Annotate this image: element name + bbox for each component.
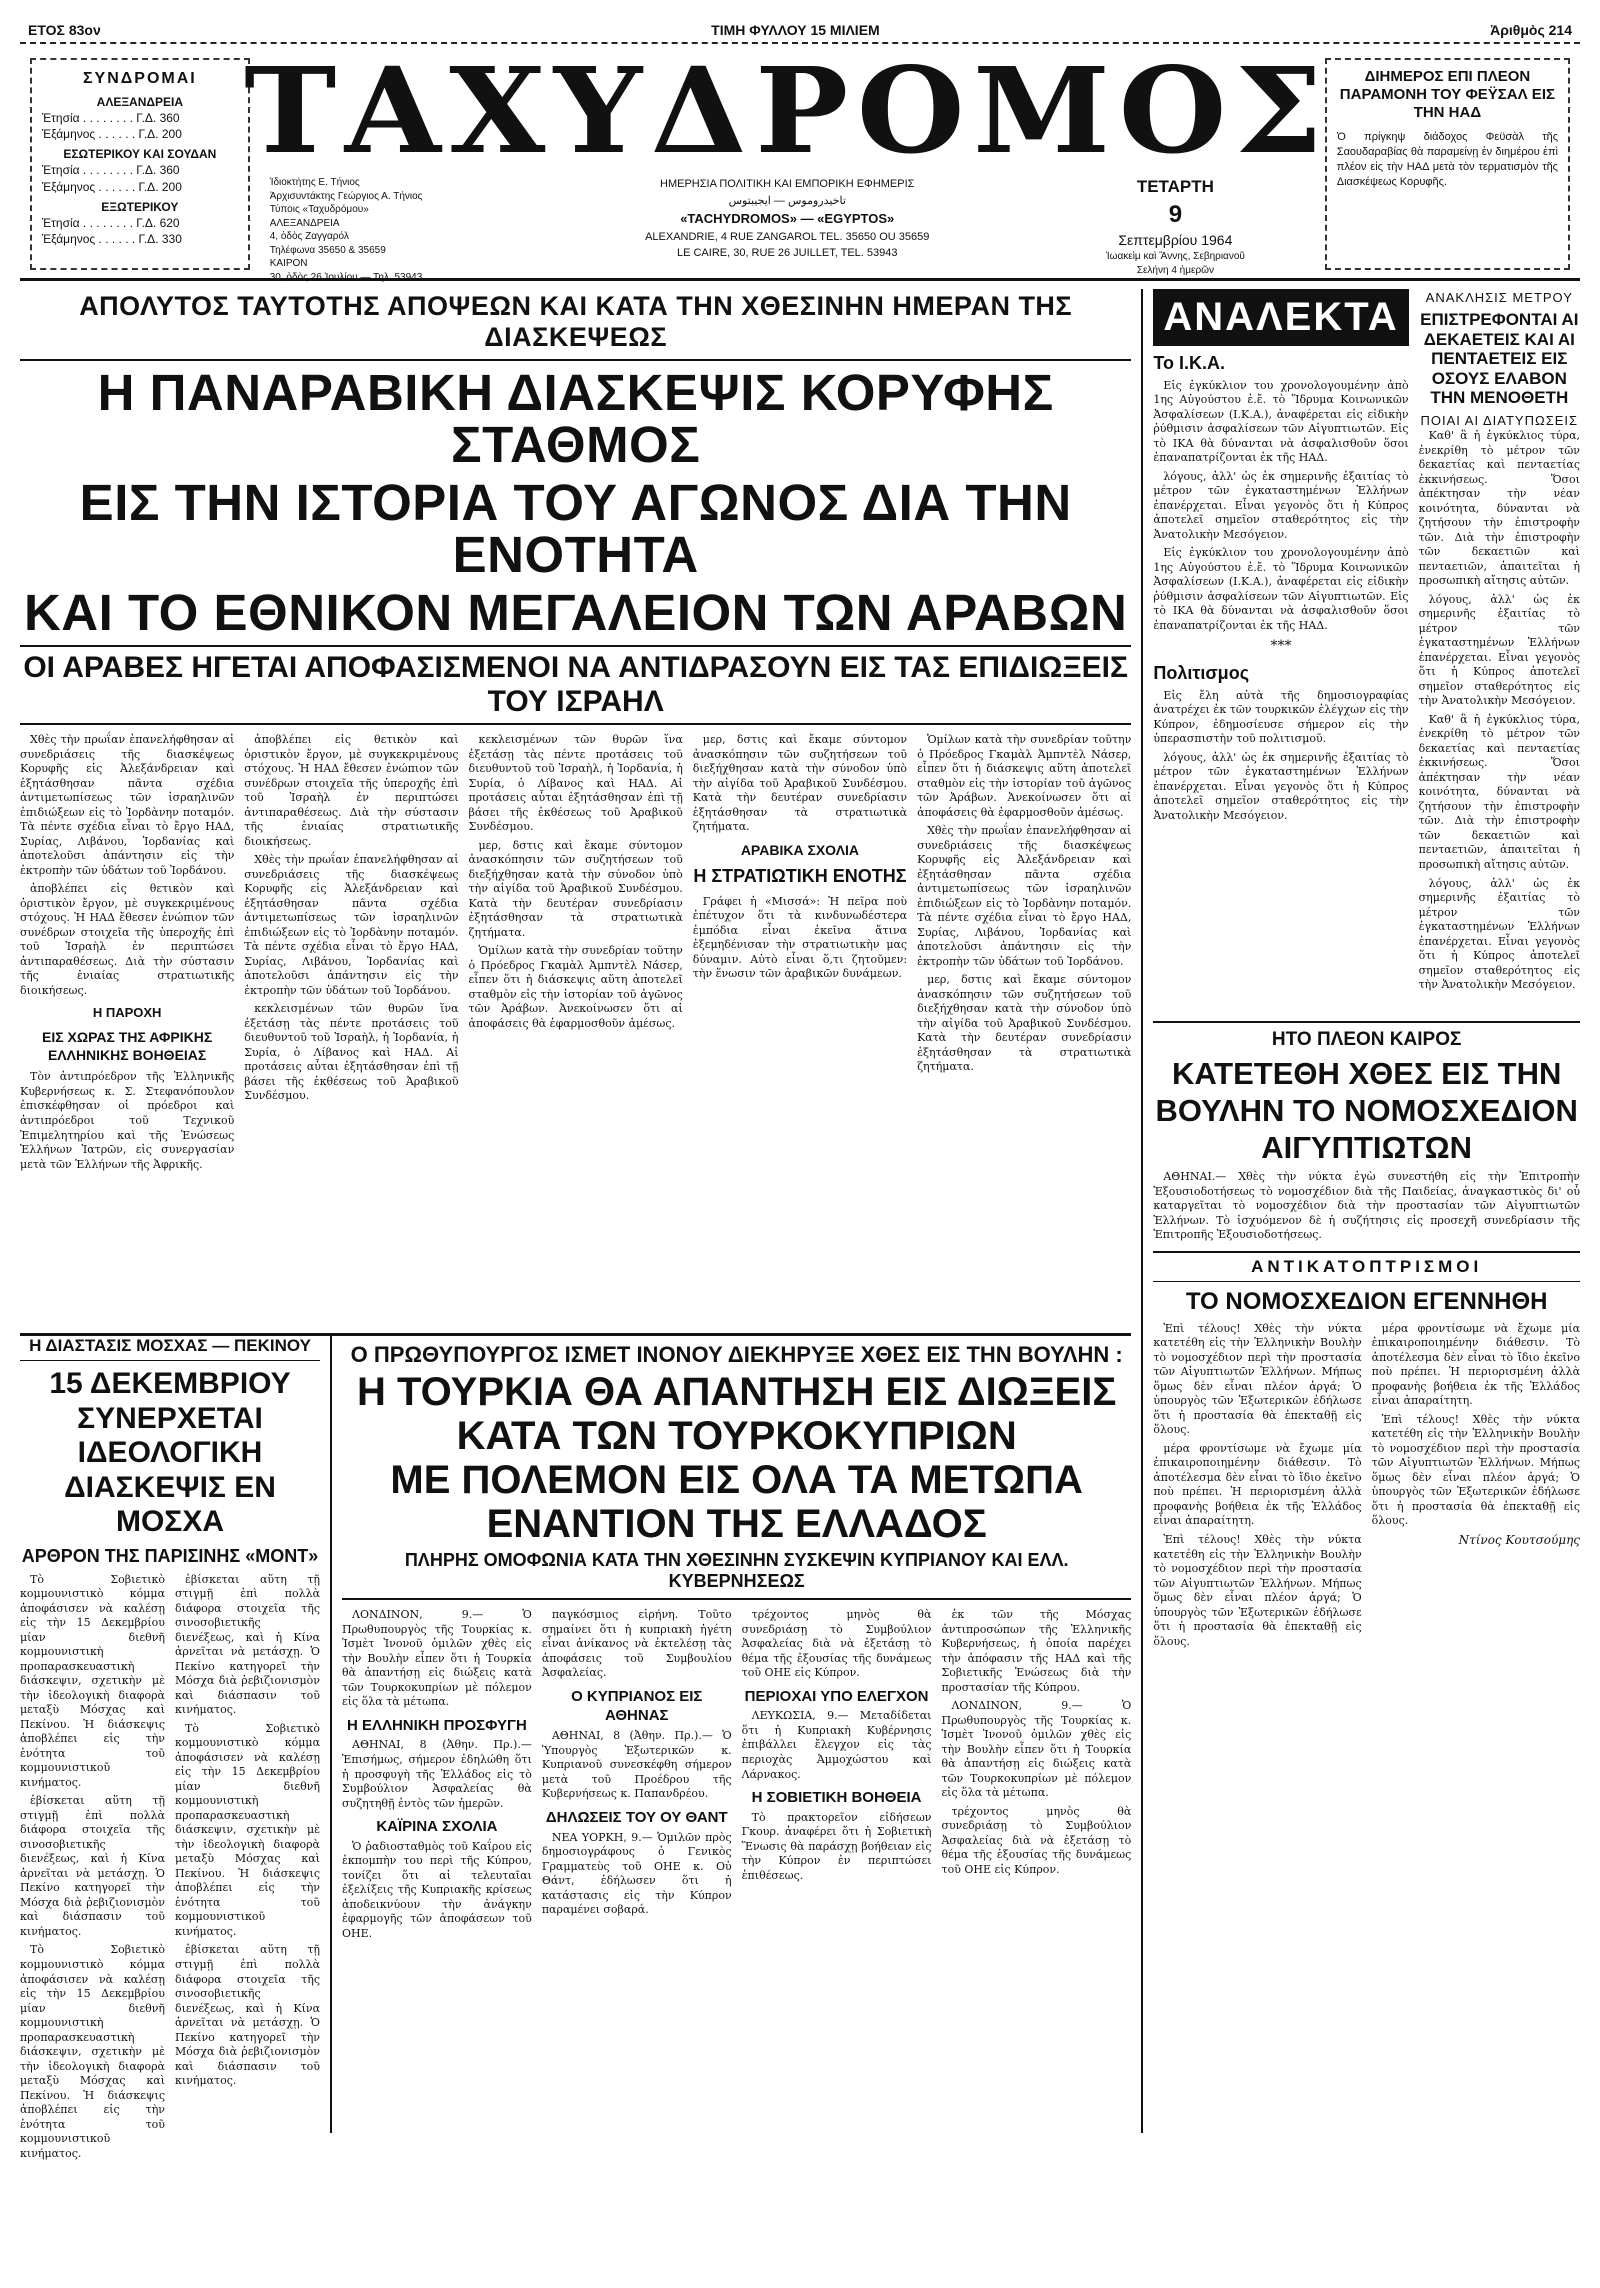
ika-text: Εἰς ἐγκύκλιον του χρονολογουμένην ἀπὸ 1ης Αὐγούστου ἐ.ἔ. τὸ Ἵδρυμα Κοινωνικῶν Ἀσφαλίσεων (Ι.Κ.Α.), ἀναφέρεται εἰς εἰδικὴν ῥύθμισιν ἀσφαλίσεων τῶν Αἰγυπτιωτῶν. Εἰς τὸ ΙΚΑ θὰ δύνανται νὰ ἀσφαλισθοῦν ὅσοι ἐπαναπατρίζονται ἐκ τῆς ΗΑΔ. <box>1153 378 1409 465</box>
antik-text: Ἐπὶ τέλους! Χθὲς τὴν νύκτα κατετέθη εἰς τὴν Ἑλληνικὴν Βουλὴν τὸ νομοσχέδιον περὶ τὴν προστασία τῶν Αἰγυπτιωτῶν Ἑλλήνων. Μήπως ὅμως δὲν εἶναι πλέον ἀργά; Ὁ ὑπουργὸς τῶν Ἐξωτερικῶν ἐδήλωσε ὅτι ἡ προστασία θὰ ἐπεκταθῇ εἰς ὅλους. <box>1153 1533 1362 1648</box>
analekta-title: ΑΝΑΛΕΚΤΑ <box>1153 289 1408 346</box>
lead-col-3-text: Ὁμίλων κατὰ τὴν συνεδρίαν τοῦτην ὁ Πρόεδρος Γκαμὰλ Ἀμπντὲλ Νάσερ, εἶπεν ὅτι ἡ διάσκεψις αὕτη ἀποτελεῖ σταθμὸν εἰς τὴν ἱστορίαν τοῦ ἀγῶνος τῶν Ἀράβων. Ἀνεκοίνωσεν ὅτι αἱ ἀποφάσεις θὰ ἐφαρμοσθοῦν ἀμέσως. <box>468 944 683 1030</box>
analipsis-text: λόγους, ἀλλ' ὡς ἐκ σημερινῆς ἐξαιτίας τὸ μέτρον τῶν ἐγκαταστημένων Ἑλλήνων ἐπανέρχεται. Εἶναι γεγονὸς ὅτι ἡ Κύπρος ἀποτελεῖ σημεῖον σταθερότητος εἰς τὴν Ἀνατολικὴν Μεσόγειον. <box>1418 592 1580 708</box>
lead-col-2 <box>244 733 458 1323</box>
greek-appeal-head: Η ΕΛΛΗΝΙΚΗ ΠΡΟΣΦΥΓΗ <box>346 1716 527 1734</box>
turkey-kicker: Ο ΠΡΩΘΥΠΟΥΡΓΟΣ ΙΣΜΕΤ ΙΝΟΝΟΥ ΔΙΕΚΗΡΥΞΕ ΧΘΕΣ ΕΙΣ ΤΗΝ ΒΟΥΛΗΝ : <box>350 1342 1123 1368</box>
lead-col-5 <box>917 733 1131 1323</box>
author-signature: Ντίνος Κουτσούμης <box>1458 1533 1581 1547</box>
newspaper-page <box>20 20 1580 2248</box>
moscow-sub: ΑΡΘΡΟΝ ΤΗΣ ΠΑΡΙΣΙΝΗΣ «ΜΟΝΤ» <box>21 1545 319 1566</box>
turkey-head-2: ΜΕ ΠΟΛΕΜΟΝ ΕΙΣ ΟΛΑ ΤΑ ΜΕΤΩΠΑ ΕΝΑΝΤΙΟΝ ΤΗΣ ΕΛΛΑΔΟΣ <box>390 1458 1083 1547</box>
analipsis-kicker: ΑΝΑΚΛΗΣΙΣ ΜΕΤΡΟΥ <box>1425 290 1573 305</box>
egypt-kicker: ΗΤΟ ΠΛΕΟΝ ΚΑΙΡΟΣ <box>1153 1021 1580 1051</box>
arabika-head: Η ΣΤΡΑΤΙΩΤΙΚΗ ΕΝΟΤΗΣ <box>693 866 907 887</box>
abroad-row-1: Ἐτησία . . . . . . . . Γ.Δ. 620 <box>42 215 180 230</box>
moscow-text-2: ἐβίσκεται αὕτη τῇ στιγμῇ ἐπὶ πολλὰ διάφορα στοιχεῖα τῆς σινοσοβιετικῆς διενέξεως, καὶ ἡ Κίνα ἀρνεῖται νὰ μετάσχῃ. Ὁ Πεκίνο κατηγορεῖ τὴν Μόσχα διὰ ῥεβιζιονισμὸν καὶ διάσπασιν τοῦ κινήματος. <box>175 1943 320 2088</box>
subscriptions-title: ΣΥΝΔΡΟΜΑΙ <box>82 70 197 87</box>
lead-col-2-text: ἀποβλέπει εἰς θετικὸν καὶ ὁριστικὸν ἔργον, μὲ συγκεκριμένους στόχους. Ἡ ΗΑΔ ἔθεσεν ἐνώπιον τῶν συνέδρων στοιχεῖα τῆς ὑπεροχῆς ἐπὶ τοῦ Ἰσραὴλ ἐν περιπτώσει ἀντιπαραθέσεως. Διὰ τὴν σύστασιν τῆς ἑνιαίας στρατιωτικῆς διοικήσεως. <box>244 733 459 848</box>
antik-columns <box>1153 1322 1580 1742</box>
turkey-head-1: Η ΤΟΥΡΚΙΑ ΘΑ ΑΠΑΝΤΗΣΗ ΕΙΣ ΔΙΩΞΕΙΣ ΚΑΤΑ ΤΩΝ ΤΟΥΡΚΟΚΥΠΡΙΩΝ <box>356 1370 1117 1459</box>
right-top-columns <box>1153 289 1580 997</box>
day-number: 9 <box>1168 200 1183 228</box>
publisher-line: Ἀρχισυντάκτης Γεώργιος Α. Τήνιος <box>269 190 423 202</box>
moscow-head: 15 ΔΕΚΕΜΒΡΙΟΥ ΣΥΝΕΡΧΕΤΑΙ ΙΔΕΟΛΟΓΙΚΗ ΔΙΑΣΚΕΨΙΣ ΕΝ ΜΟΣΧΑ <box>49 1367 291 1539</box>
analipsis-head: ΕΠΙΣΤΡΕΦΟΝΤΑΙ ΑΙ ΔΕΚΑΕΤΕΙΣ ΚΑΙ ΑΙ ΠΕΝΤΑΕΤΕΙΣ ΕΙΣ ΟΣΟΥΣ ΕΛΑΒΟΝ ΤΗΝ ΜΕΝΟΘΕΤΗ <box>1420 310 1579 408</box>
politismos-text: λόγους, ἀλλ' ὡς ἐκ σημερινῆς ἐξαιτίας τὸ μέτρον τῶν ἐγκαταστημένων Ἑλλήνων ἐπανέρχεται. Εἶναι γεγονὸς ὅτι ἡ Κύπρος ἀποτελεῖ σημεῖον σταθερότητος εἰς τὴν Ἀνατολικὴν Μεσόγειον. <box>1153 750 1409 822</box>
u-thant-head: ΔΗΛΩΣΕΙΣ ΤΟΥ ΟΥ ΘΑΝΤ <box>545 1808 728 1826</box>
antik-kicker: ΑΝΤΙΚΑΤΟΠΤΡΙΣΜΟΙ <box>1153 1251 1580 1282</box>
publisher-line: Ἰδιοκτήτης Ε. Τήνιος <box>269 177 360 188</box>
abroad-row-2: Ἑξάμηνος . . . . . . Γ.Δ. 330 <box>42 232 182 247</box>
moscow-kicker: Η ΔΙΑΣΤΑΣΙΣ ΜΟΣΧΑΣ — ΠΕΚΙΝΟΥ <box>20 1336 320 1361</box>
subscriptions-box <box>30 58 250 270</box>
analipsis-text: Καθ' ἃ ἡ ἐγκύκλιος τύρα, ἐνεκρίθη τὸ μέτρον τῶν δεκαετίας καὶ πενταετίας ἐκκινήσεως. Ὅσοι ἀπέκτησαν τὴν νέαν κοινότητα, δύνανται νὰ ζητήσουν τὴν ἐπιστροφὴν τῶν. Διὰ τὴν ἐπιστροφὴν τῶν δεκαετιῶν καὶ πενταετιῶν, ἀπαιτεῖται ἡ προσωπικὴ αἴτησις αὐτῶν. <box>1418 429 1580 588</box>
moscow-text-2: ἐβίσκεται αὕτη τῇ στιγμῇ ἐπὶ πολλὰ διάφορα στοιχεῖα τῆς σινοσοβιετικῆς διενέξεως, καὶ ἡ Κίνα ἀρνεῖται νὰ μετάσχῃ. Ὁ Πεκίνο κατηγορεῖ τὴν Μόσχα διὰ ῥεβιζιονισμὸν καὶ διάσπασιν τοῦ κινήματος. <box>175 1572 320 1717</box>
lead-col-5-text: Χθὲς τὴν πρωΐαν ἐπανελήφθησαν αἱ συνεδριάσεις τῆς διασκέψεως Κορυφῆς εἰς Ἀλεξάνδρειαν καὶ ἐξητάσθησαν πᾶντα σχέδια ἀντιμετωπίσεως τῶν ἰσραηλινῶν ἐπιδιώξεων εἰς τὸ Ἰορδὰνην ποταμόν. Τὰ πέντε σχέδια εἶναι τὸ ἔργο ΗΑΔ, Συρίας, Λιβάνου, Ἰορδανίας καὶ ἀποτελοῦσι ἀπάντησιν εἰς τὴν ἐκτροπὴν τῶν ὑδάτων τοῦ Ἰορδάνου. <box>917 824 1132 968</box>
lead-col-2-text: κεκλεισμένων τῶν θυρῶν ἵνα ἐξετάσῃ τὰς πέντε προτάσεις τοῦ διευθυντοῦ τοῦ Ἰσραὴλ, ἡ Ἰορδανία, ἡ Συρία, ὁ Λίβανος καὶ ΗΑΔ. Αἱ προτάσεις αὗται ἐξητάσθησαν ἐπὶ τῇ βάσει τῆς ἐκθέσεως τοῦ Ἀραβικοῦ Συνδέσμου. <box>244 1002 459 1103</box>
publisher-line: 4, ὁδὸς Ζαγγαρόλ <box>269 231 349 242</box>
masthead <box>20 41 1580 283</box>
antik-article <box>1153 1251 1580 1742</box>
masthead-details <box>270 176 1305 284</box>
lead-kicker: ΑΠΟΛΥΤΟΣ ΤΑΥΤΟΤΗΣ ΑΠΟΨΕΩΝ ΚΑΙ ΚΑΤΑ ΤΗΝ ΧΘΕΣΙΝΗΝ ΗΜΕΡΑΝ ΤΗΣ ΔΙΑΣΚΕΨΕΩΣ <box>20 289 1131 361</box>
right-area <box>1141 289 1580 2133</box>
lead-col-3 <box>469 733 683 1323</box>
analipsis-text: λόγους, ἀλλ' ὡς ἐκ σημερινῆς ἐξαιτίας τὸ μέτρον τῶν ἐγκαταστημένων Ἑλλήνων ἐπανέρχεται. Εἶναι γεγονὸς ὅτι ἡ Κύπρος ἀποτελεῖ σημεῖον σταθερότητος εἰς τὴν Ἀνατολικὴν Μεσόγειον. <box>1418 876 1580 992</box>
publisher-line: ΚΑΙΡΟΝ <box>269 258 308 269</box>
u-thant-text: ΝΕΑ ΥΟΡΚΗ, 9.— Ὁμιλῶν πρὸς δημοσιογράφους ὁ Γενικὸς Γραμματεὺς τοῦ ΟΗΕ κ. Οὐ Θάντ, ἐδήλωσεν ὅτι ἡ κατάστασις εἰς τὴν Κύπρον παραμένει σοβαρά. <box>541 1830 732 1917</box>
lead-headline-1: Η ΠΑΝΑΡΑΒΙΚΗ ΔΙΑΣΚΕΨΙΣ ΚΟΡΥΦΗΣ ΣΤΑΘΜΟΣ <box>97 364 1054 474</box>
moscow-article <box>20 1336 332 2160</box>
lead-col-5-text: Ὁμίλων κατὰ τὴν συνεδρίαν τοῦτην ὁ Πρόεδρος Γκαμὰλ Ἀμπντὲλ Νάσερ, εἶπεν ὅτι ἡ διάσκεψις αὕτη ἀποτελεῖ σταθμὸν εἰς τὴν ἱστορίαν τοῦ ἀγῶνος τῶν Ἀράβων. Ἀνεκοίνωσεν ὅτι αἱ ἀποφάσεις θὰ ἐφαρμοσθοῦν ἀμέσως. <box>917 733 1132 819</box>
parochi-head: ΕΙΣ ΧΩΡΑΣ ΤΗΣ ΑΦΡΙΚΗΣ ΕΛΛΗΝΙΚΗΣ ΒΟΗΘΕΙΑΣ <box>41 1028 213 1063</box>
lead-col-4-text: μερ, δστις καὶ ἔκαμε σύντομον ἀνασκόπησιν τῶν συζητήσεων τοῦ διεξήχθησαν κατὰ τὴν σύνοδον ὑπὸ τὴν αἰγίδα τοῦ Ἀραβικοῦ Συνδέσμου. Κατὰ τὴν δευτέραν συνεδρίασιν ἐξητάσθησαν τὰ στρατιωτικὰ ζητήματα. <box>692 733 908 834</box>
antik-text: Ἐπὶ τέλους! Χθὲς τὴν νύκτα κατετέθη εἰς τὴν Ἑλληνικὴν Βουλὴν τὸ νομοσχέδιον περὶ τὴν προστασία τῶν Αἰγυπτιωτῶν Ἑλλήνων. Μήπως ὅμως δὲν εἶναι πλέον ἀργά; Ὁ ὑπουργὸς τῶν Ἐξωτερικῶν ἐδήλωσε ὅτι ἡ προστασία θὰ ἐπεκταθῇ εἰς ὅλους. <box>1153 1321 1362 1437</box>
lead-col-1-text: Χθὲς τὴν πρωΐαν ἐπανελήφθησαν αἱ συνεδριάσεις τῆς διασκέψεως Κορυφῆς εἰς Ἀλεξάνδρειαν καὶ ἐξητάσθησαν πᾶντα σχέδια ἀντιμετωπίσεως τῶν ἰσραηλινῶν ἐπιδιώξεων εἰς τὸ Ἰορδὰνην ποταμόν. Τὰ πέντε σχέδια εἶναι τὸ ἔργο ΗΑΔ, Συρίας, Λιβάνου, Ἰορδανίας καὶ ἀποτελοῦσι ἀπάντησιν εἰς τὴν ἐκτροπὴν τῶν ὑδάτων τοῦ Ἰορδάνου. <box>20 733 235 877</box>
turkey-col-2-text: παγκόσμιος εἰρήνη. Τοῦτο σημαίνει ὅτι ἡ κυπριακὴ ἠγέτη εἶναι ἀνίκανος νὰ ἐκτελέσῃ τὰς ἀποφάσεις τοῦ Συμβουλίου Ἀσφαλείας. <box>541 1608 732 1680</box>
turkey-col-4 <box>941 1608 1131 2128</box>
soviet-aid-text: Τὸ πρακτορεῖον εἰδήσεων Γκουρ. ἀναφέρει ὅτι ἡ Σοβιετικὴ Ἕνωσις θὰ παράσχῃ βοήθειαν εἰς τὴν Κύπρον ἐν περιπτώσει ἐπιθέσεως. <box>741 1810 932 1882</box>
turkey-col-3 <box>742 1608 932 2128</box>
egypt-article <box>1153 1021 1580 1243</box>
kyprianou-text: ΑΘΗΝΑΙ, 8 (Ἀθην. Πρ.).— Ὁ Ὑπουργὸς Ἐξωτερικῶν κ. Κυπριανοῦ συνεσκέφθη σήμερον μετὰ τοῦ Προέδρου τῆς Κυβερνήσεως κ. Παπανδρέου. <box>541 1729 732 1801</box>
lower-section <box>20 1333 1132 2160</box>
turkey-col-4-text: ΛΟΝΔΙΝΟΝ, 9.— Ὁ Πρωθυπουργὸς τῆς Τουρκίας κ. Ἰσμὲτ Ἰνονοῦ ὁμιλῶν χθὲς εἰς τὴν Βουλὴν εἶπεν ὅτι ἡ Τουρκία θὰ ἀπαντήσῃ εἰς διώξεις κατὰ τῶν Τουρκοκυπρίων μὲ πόλεμον εἰς ὅλα τὰ μέτωπα. <box>941 1699 1132 1800</box>
antik-text-2: Ἐπὶ τέλους! Χθὲς τὴν νύκτα κατετέθη εἰς τὴν Ἑλληνικὴν Βουλὴν τὸ νομοσχέδιον περὶ τὴν προστασία τῶν Αἰγυπτιωτῶν Ἑλλήνων. Μήπως ὅμως δὲν εἶναι πλέον ἀργά; Ὁ ὑπουργὸς τῶν Ἐξωτερικῶν ἐδήλωσε ὅτι ἡ προστασία θὰ ἐπεκταθῇ εἰς ὅλους. <box>1371 1412 1581 1528</box>
turkey-col-4-text: τρέχοντος μηνὸς θὰ συνεδριάσῃ τὸ Συμβούλιον Ἀσφαλείας διὰ νὰ ἐξετάσῃ τὸ θέμα τῆς ἐξουσίας τῆς δυνάμεως τοῦ ΟΗΕ εἰς Κύπρον. <box>941 1804 1132 1876</box>
publisher-line: Τύποις «Ταχυδρόμου» <box>269 204 369 215</box>
masthead-middle <box>528 176 1046 284</box>
areas-control-text: ΛΕΥΚΩΣΙΑ, 9.— Μεταδίδεται ὅτι ἡ Κυπριακὴ Κυβέρνησις ἐπιβάλλει ἔλεγχον εἰς τὰς περιοχὰς Ἀμμοχώστου καὶ Λάρνακος. <box>741 1709 932 1781</box>
lead-col-2-text: Χθὲς τὴν πρωΐαν ἐπανελήφθησαν αἱ συνεδριάσεις τῆς διασκέψεως Κορυφῆς εἰς Ἀλεξάνδρειαν καὶ ἐξητάσθησαν πᾶντα σχέδια ἀντιμετωπίσεως τῶν ἰσραηλινῶν ἐπιδιώξεων εἰς τὸ Ἰορδὰνην ποταμόν. Τὰ πέντε σχέδια εἶναι τὸ ἔργο ΗΑΔ, Συρίας, Λιβάνου, Ἰορδανίας καὶ ἀποτελοῦσι ἀπάντησιν εἰς τὴν ἐκτροπὴν τῶν ὑδάτων τοῦ Ἰορδάνου. <box>244 853 459 997</box>
antik-text: μέρα φροντίσωμε νὰ ἔχωμε μία ἐπικαιροποιημένην διάθεσιν. Τὸ ἀποτέλεσμα δὲν εἶναι τὸ ἴδιο ἐκεῖνο ποὺ πρέπει. Ἡ περιορισμένη ἀλλὰ προφανὴς βοήθεια ἐκ τῆς Ἑλλάδος εἶναι ἀπαραίτητη. <box>1153 1441 1362 1528</box>
alex-row-1: Ἐτησία . . . . . . . . Γ.Δ. 360 <box>42 110 180 125</box>
address-alexandria: ALEXANDRIE, 4 RUE ZANGAROL TEL. 35650 OU 35659 <box>645 230 930 243</box>
arabika-kicker: ΑΡΑΒΙΚΑ ΣΧΟΛΙΑ <box>740 841 860 858</box>
moscow-text: Τὸ Σοβιετικὸ κομμουνιστικὸ κόμμα ἀποφάσισεν νὰ καλέσῃ εἰς τὴν 15 Δεκεμβρίου μίαν διεθνῆ κομμουνιστικὴ προπαρασκευαστικὴ διάσκεψιν, σχετικὴν μὲ τὴν ἰδεολογικὴ διαφορὰ μεταξὺ Μόσχας καὶ Πεκίνου. Ἡ διάσκεψις ἀποβλέπει εἰς τὴν ἑνότητα τοῦ κομμουνιστικοῦ κινήματος. <box>20 1943 165 2160</box>
publisher-line: 30, ὁδὸς 26 Ἰουλίου — Τηλ. 53943 <box>269 271 423 283</box>
egypt-text: ΑΘΗΝΑΙ.— Χθὲς τὴν νύκτα ἐγὼ συνεστήθη εἰς τὴν Ἐπιτροπὴν Ἐξουσιοδοτήσεως τὸ νομοσχέδιον διὰ τῆς Παιδείας, ἀναγκαστικὸς δι' οὗ καταργεῖται τὸ νομοσχέδιον διὰ τὴν προστασίαν τῶν Αἰγυπτιωτῶν Ἑλλήνων. Τὸ ἰσχυόμενον δὲ ἡ συζήτησις εἰς προσεχῆ συνεδρίασιν τῆς Ἐπιτροπῆς Ἐξουσιοδοτήσεως. <box>1153 1170 1580 1242</box>
turkey-col-2 <box>542 1608 732 2128</box>
analekta-column <box>1153 289 1408 997</box>
arabic-title: تاخيدروموس — ايجيبتوس <box>728 194 846 207</box>
soviet-aid-head: Η ΣΟΒΙΕΤΙΚΗ ΒΟΗΘΕΙΑ <box>751 1789 922 1807</box>
moscow-columns <box>20 1572 320 2160</box>
interior-row-2: Ἑξάμηνος . . . . . . Γ.Δ. 200 <box>42 179 182 194</box>
lead-col-4 <box>693 733 907 1323</box>
cairo-comments-head: ΚΑΪΡΙΝΑ ΣΧΟΛΙΑ <box>376 1818 498 1836</box>
parochi-text: Τὸν ἀντιπρόεδρον τῆς Ἑλληνικῆς Κυβερνήσεως κ. Σ. Στεφανόπουλον ἐπισκέφθησαν οἱ πρόεδροι καὶ ἀντιπρόεδροι τοῦ Τεχνικοῦ Ἐπιμελητηρίου καὶ τῆς Ἑνώσεως Ἑλλήνων Ἰατρῶν, εἰς συνεργασίαν μετὰ τῶν Ἑλλήνων τῆς Ἀφρικῆς. <box>20 1070 235 1171</box>
politismos-head: Πολιτισμος <box>1153 662 1250 683</box>
politismos-text: Εἰς ἔλη αὐτὰ τῆς δημοσιογραφίας ἀνατρέχει ἐκ τῶν τουρκικῶν ἐλέγχων εἰς τὴν Κύπρον, ἐδημοσίευσε σήμερον εἰς τὴν ὑπερασπιστὴν τοῦ πολιτισμοῦ. <box>1153 688 1409 746</box>
lead-subhead: ΟΙ ΑΡΑΒΕΣ ΗΓΕΤΑΙ ΑΠΟΦΑΣΙΣΜΕΝΟΙ ΝΑ ΑΝΤΙΔΡΑΣΟΥΝ ΕΙΣ ΤΑΣ ΕΠΙΔΙΩΞΕΙΣ ΤΟΥ ΙΣΡΑΗΛ <box>20 645 1131 725</box>
cairo-comments-text: Ὁ ῥαδιοσταθμὸς τοῦ Καΐρου εἰς ἐκπομπὴν του περὶ τῆς Κύπρου, τονίζει ὅτι αἱ τελευταῖαι ἐξελίξεις τῆς Κυπριακῆς κρίσεως ἀποδεικνύουν τὴν ἀνάγκην ἐφαρμογῆς τῶν ἀποφάσεων τοῦ ΟΗΕ. <box>342 1839 532 1940</box>
arabika-text: Γράφει ἡ «Μισσά»: Ἡ πεῖρα ποὺ ἐπέτυχον ὅτι τὰ κινδυνωδέστερα ἐμπόδια εἶναι ἐκεῖνα ἅτινα ἐξεμηδένισαν τὴν στρατιωτικὴν μας δύναμιν. Αὐτὸ εἶναι ὅ,τι ζητοῦμεν: τὴν ἕνωσιν τῶν ἀραβικῶν δυνάμεων. <box>692 894 908 981</box>
lead-headline-3: ΚΑΙ ΤΟ ΕΘΝΙΚΟΝ ΜΕΓΑΛΕΙΟΝ ΤΩΝ ΑΡΑΒΩΝ <box>23 584 1128 642</box>
masthead-center <box>243 41 1331 283</box>
newspaper-logo: ΤΑΧΥΔΡΟΜΟΣ <box>243 41 1331 180</box>
address-cairo: LE CAIRE, 30, RUE 26 JUILLET, TEL. 53943 <box>676 247 898 259</box>
faisal-title: ΔΙΗΜΕΡΟΣ ΕΠΙ ΠΛΕΟΝ ΠΑΡΑΜΟΝΗ ΤΟΥ ΦΕΫΣΑΛ ΕΙΣ ΤΗΝ ΗΑΔ <box>1339 68 1555 121</box>
interior-label: ΕΣΩΤΕΡΙΚΟΥ ΚΑΙ ΣΟΥΔΑΝ <box>63 147 217 162</box>
ika-text: Εἰς ἐγκύκλιον του χρονολογουμένην ἀπὸ 1ης Αὐγούστου ἐ.ἔ. τὸ Ἵδρυμα Κοινωνικῶν Ἀσφαλίσεων (Ι.Κ.Α.), ἀναφέρεται εἰς εἰδικὴν ῥύθμισιν ἀσφαλίσεων τῶν Αἰγυπτιωτῶν. Εἰς τὸ ΙΚΑ θὰ δύνανται νὰ ἀσφαλισθοῦν ὅσοι ἐπαναπατρίζονται ἐκ τῆς ΗΑΔ. <box>1153 546 1409 632</box>
turkey-col-1-text: ΛΟΝΔΙΝΟΝ, 9.— Ὁ Πρωθυπουργὸς τῆς Τουρκίας κ. Ἰσμὲτ Ἰνονοῦ ὁμιλῶν χθὲς εἰς τὴν Βουλὴν εἶπεν ὅτι ἡ Τουρκία θὰ ἀπαντήσῃ εἰς διώξεις κατὰ τῶν Τουρκοκυπρίων μὲ πόλεμον εἰς ὅλα τὰ μέτωπα. <box>342 1608 532 1709</box>
price-label: ΤΙΜΗ ΦΥΛΛΟΥ 15 ΜΙΛΙΕΜ <box>711 22 880 38</box>
lead-columns <box>20 733 1131 1323</box>
faisal-box <box>1325 58 1570 270</box>
turkey-col-1 <box>342 1608 532 2128</box>
publisher-line: ΑΛΕΞΑΝΔΡΕΙΑ <box>269 217 340 229</box>
moscow-text: ἐβίσκεται αὕτη τῇ στιγμῇ ἐπὶ πολλὰ διάφορα στοιχεῖα τῆς σινοσοβιετικῆς διενέξεως, καὶ ἡ Κίνα ἀρνεῖται νὰ μετάσχῃ. Ὁ Πεκίνο κατηγορεῖ τὴν Μόσχα διὰ ῥεβιζιονισμὸν καὶ διάσπασιν τοῦ κινήματος. <box>20 1794 165 1938</box>
analipsis-column <box>1419 289 1580 997</box>
alex-row-2: Ἑξάμηνος . . . . . . Γ.Δ. 200 <box>42 126 182 141</box>
lead-col-1 <box>20 733 234 1323</box>
greek-appeal-text: ΑΘΗΝΑΙ, 8 (Ἀθην. Πρ.).— Ἐπισήμως, σήμερον ἐδηλώθη ὅτι ἡ προσφυγὴ τῆς Ἑλλάδος εἰς τὸ Συμβούλιον Ἀσφαλείας θὰ συζητηθῇ ἐντὸς τῶν ἡμερῶν. <box>342 1738 532 1810</box>
separator-stars: *** <box>1270 638 1292 655</box>
turkey-sub: ΠΛΗΡΗΣ ΟΜΟΦΩΝΙΑ ΚΑΤΑ ΤΗΝ ΧΘΕΣΙΝΗΝ ΣΥΣΚΕΨΙΝ ΚΥΠΡΙΑΝΟΥ ΚΑΙ ΕΛΛ. ΚΥΒΕΡΝΗΣΕΩΣ <box>342 1546 1131 1600</box>
publisher-line: Τηλέφωνα 35650 & 35659 <box>269 244 386 256</box>
kyprianou-head: Ο ΚΥΠΡΙΑΝΟΣ ΕΙΣ ΑΘΗΝΑΣ <box>571 1687 703 1725</box>
faisal-text: Ὁ πρίγκηψ διάδοχος Φεϋσὰλ τῆς Σαουδαραβίας θὰ παραμείνῃ ἐν διημέρου ἐπὶ πλέον εἰς τὴν ΗΑΔ μετὰ τὸν τερματισμὸν τῆς Διασκέψεως Κορυφῆς. <box>1336 131 1558 188</box>
tagline: ΗΜΕΡΗΣΙΑ ΠΟΛΙΤΙΚΗ ΚΑΙ ΕΜΠΟΡΙΚΗ ΕΦΗΜΕΡΙΣ <box>660 178 915 190</box>
lead-col-5-text: μερ, δστις καὶ ἔκαμε σύντομον ἀνασκόπησιν τῶν συζητήσεων τοῦ διεξήχθησαν κατὰ τὴν σύνοδον ὑπὸ τὴν αἰγίδα τοῦ Ἀραβικοῦ Συνδέσμου. Κατὰ τὴν δευτέραν συνεδρίασιν ἐξητάσθησαν τὰ στρατιωτικὰ ζητήματα. <box>917 973 1132 1074</box>
analipsis-sub: ΠΟΙΑΙ ΑΙ ΔΙΑΤΥΠΩΣΕΙΣ <box>1420 412 1579 428</box>
antik-head: ΤΟ ΝΟΜΟΣΧΕΔΙΟΝ ΕΓΕΝΝΗΘΗ <box>1185 1287 1548 1315</box>
egypt-head: ΚΑΤΕΤΕΘΗ ΧΘΕΣ ΕΙΣ ΤΗΝ ΒΟΥΛΗΝ ΤΟ ΝΟΜΟΣΧΕΔΙΟΝ ΑΙΓΥΠΤΙΩΤΩΝ <box>1155 1055 1578 1166</box>
month-year: Σεπτεμβρίου 1964 <box>1118 232 1233 249</box>
moscow-text-2: Τὸ Σοβιετικὸ κομμουνιστικὸ κόμμα ἀποφάσισεν νὰ καλέσῃ εἰς τὴν 15 Δεκεμβρίου μίαν διεθνῆ κομμουνιστικὴ προπαρασκευαστικὴ διάσκεψιν, σχετικὴν μὲ τὴν ἰδεολογικὴ διαφορὰ μεταξὺ Μόσχας καὶ Πεκίνου. Ἡ διάσκεψις ἀποβλέπει εἰς τὴν ἑνότητα τοῦ κομμουνιστικοῦ κινήματος. <box>175 1721 320 1938</box>
turkey-columns <box>342 1608 1131 2128</box>
turkey-col-3-text: τρέχοντος μηνὸς θὰ συνεδριάσῃ τὸ Συμβούλιον Ἀσφαλείας διὰ νὰ ἐξετάσῃ τὸ θέμα τῆς ἐξουσίας τῆς δυνάμεως τοῦ ΟΗΕ εἰς Κύπρον. <box>741 1608 932 1680</box>
antik-col-1 <box>1153 1322 1361 1742</box>
antik-text-2: μέρα φροντίσωμε νὰ ἔχωμε μία ἐπικαιροποιημένην διάθεσιν. Τὸ ἀποτέλεσμα δὲν εἶναι τὸ ἴδιο ἐκεῖνο ποὺ πρέπει. Ἡ περιορισμένη ἀλλὰ προφανὴς βοήθεια ἐκ τῆς Ἑλλάδος εἶναι ἀπαραίτητη. <box>1371 1321 1581 1408</box>
saints-of-day: Ἰωακεὶμ καὶ Ἄννης, Σεβηριανοῦ <box>1105 251 1245 263</box>
egypt-text-wrap <box>1153 1170 1580 1243</box>
main-area <box>20 289 1581 2160</box>
abroad-label: ΕΞΩΤΕΡΙΚΟΥ <box>101 199 179 214</box>
turkey-article <box>332 1336 1131 2133</box>
turkey-col-4-text: ἐκ τῶν τῆς Μόσχας ἀντιπροσώπων τῆς Ἑλληνικῆς Κυβερνήσεως, ἡ ὁποία παρέχει τὴν ἀπόφασιν τῆς ΗΑΔ καὶ τῆς Σοβιετικῆς Ἑνώσεως διὰ τὴν προστασίαν τῆς Κύπρου. <box>941 1608 1132 1694</box>
moon-phase: Σελήνη 4 ἡμερῶν <box>1136 264 1214 276</box>
issue-number: Ἀριθμὸς 214 <box>1490 22 1572 38</box>
antik-col-2 <box>1372 1322 1580 1742</box>
interior-row-1: Ἐτησία . . . . . . . . Γ.Δ. 360 <box>42 163 180 178</box>
moscow-text: Τὸ Σοβιετικὸ κομμουνιστικὸ κόμμα ἀποφάσισεν νὰ καλέσῃ εἰς τὴν 15 Δεκεμβρίου μίαν διεθνῆ κομμουνιστικὴ προπαρασκευαστικὴ διάσκεψιν, σχετικὴν μὲ τὴν ἰδεολογικὴ διαφορὰ μεταξὺ Μόσχας καὶ Πεκίνου. Ἡ διάσκεψις ἀποβλέπει εἰς τὴν ἑνότητα τοῦ κομμουνιστικοῦ κινήματος. <box>20 1572 165 1789</box>
lead-col-1-text: ἀποβλέπει εἰς θετικὸν καὶ ὁριστικὸν ἔργον, μὲ συγκεκριμένους στόχους. Ἡ ΗΑΔ ἔθεσεν ἐνώπιον τῶν συνέδρων στοιχεῖα τῆς ὑπεροχῆς ἐπὶ τοῦ Ἰσραὴλ ἐν περιπτώσει ἀντιπαραθέσεως. Διὰ τὴν σύστασιν τῆς ἑνιαίας στρατιωτικῆς διοικήσεως. <box>20 882 235 997</box>
alex-label: ΑΛΕΞΑΝΔΡΕΙΑ <box>96 94 184 109</box>
analipsis-text: Καθ' ἃ ἡ ἐγκύκλιος τύρα, ἐνεκρίθη τὸ μέτρον τῶν δεκαετίας καὶ πενταετίας ἐκκινήσεως. Ὅσοι ἀπέκτησαν τὴν νέαν κοινότητα, δύνανται νὰ ζητήσουν τὴν ἐπιστροφὴν τῶν. Διὰ τὴν ἐπιστροφὴν τῶν δεκαετιῶν καὶ πενταετιῶν, ἀπαιτεῖται ἡ προσωπικὴ αἴτησις αὐτῶν. <box>1418 712 1580 871</box>
lead-col-3-text: μερ, δστις καὶ ἔκαμε σύντομον ἀνασκόπησιν τῶν συζητήσεων τοῦ διεξήχθησαν κατὰ τὴν σύνοδον ὑπὸ τὴν αἰγίδα τοῦ Ἀραβικοῦ Συνδέσμου. Κατὰ τὴν δευτέραν συνεδρίασιν ἐξητάσθησαν τὰ στρατιωτικὰ ζητήματα. <box>468 838 683 939</box>
areas-control-head: ΠΕΡΙΟΧΑΙ ΥΠΟ ΕΛΕΓΧΟΝ <box>744 1687 929 1705</box>
latin-title: «TACHYDROMOS» — «EGYPTOS» <box>680 211 895 226</box>
left-area <box>20 289 1132 2160</box>
lead-headline-2: ΕΙΣ ΤΗΝ ΙΣΤΟΡΙΑ ΤΟΥ ΑΓΩΝΟΣ ΔΙΑ ΤΗΝ ΕΝΟΤΗΤΑ <box>79 474 1072 584</box>
parochi-kicker: Η ΠΑΡΟΧΗ <box>92 1005 162 1021</box>
publisher-info <box>270 176 529 284</box>
ika-head: Το Ι.Κ.Α. <box>1153 352 1225 373</box>
weekday: ΤΕΤΑΡΤΗ <box>1136 177 1214 196</box>
lead-col-3-text: κεκλεισμένων τῶν θυρῶν ἵνα ἐξετάσῃ τὰς πέντε προτάσεις τοῦ διευθυντοῦ τοῦ Ἰσραὴλ, ἡ Ἰορδανία, ἡ Συρία, ὁ Λίβανος καὶ ΗΑΔ. Αἱ προτάσεις αὗται ἐξητάσθησαν ἐπὶ τῇ βάσει τῆς ἐκθέσεως τοῦ Ἀραβικοῦ Συνδέσμου. <box>468 733 683 834</box>
year-label: ΕΤΟΣ 83ον <box>28 22 101 38</box>
moscow-col-2 <box>175 1573 320 2133</box>
date-block <box>1046 176 1305 284</box>
moscow-col-1 <box>20 1572 165 2160</box>
ika-text: λόγους, ἀλλ' ὡς ἐκ σημερινῆς ἐξαιτίας τὸ μέτρον τῶν ἐγκαταστημένων Ἑλλήνων ἐπανέρχεται. Εἶναι γεγονὸς ὅτι ἡ Κύπρος ἀποτελεῖ σημεῖον σταθερότητος εἰς τὴν Ἀνατολικὴν Μεσόγειον. <box>1153 469 1409 541</box>
